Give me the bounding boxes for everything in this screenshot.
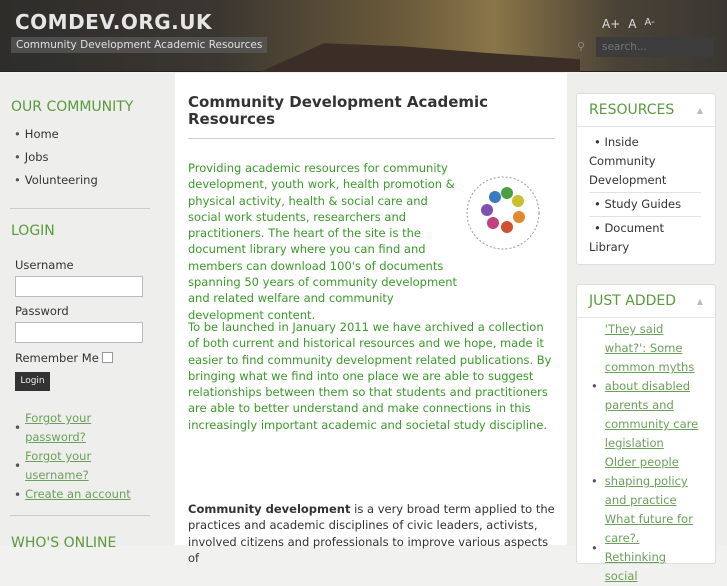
menu-item-home[interactable]: • Home xyxy=(14,127,98,150)
resources-module xyxy=(576,93,716,265)
menu-item-jobs[interactable]: • Jobs xyxy=(14,150,98,173)
page-title: Community Development Academic Resources xyxy=(188,93,489,128)
forgot-password-link[interactable]: Forgot your password? xyxy=(25,411,92,444)
username-input[interactable] xyxy=(15,276,143,297)
remember-me-label: Remember Me xyxy=(15,351,99,365)
search-icon: ⚲ xyxy=(577,40,586,53)
login-heading: LOGIN xyxy=(11,223,55,239)
our-community-heading: OUR COMMUNITY xyxy=(11,99,134,115)
main-content xyxy=(175,73,567,565)
collapse-icon: ▲ xyxy=(696,296,703,306)
header xyxy=(0,0,727,72)
community-menu xyxy=(14,127,98,196)
resource-link[interactable]: • Study Guides xyxy=(589,193,701,217)
site-title[interactable]: COMDEV.ORG.UK xyxy=(15,10,212,34)
resources-header[interactable]: RESOURCES ▲ xyxy=(577,94,715,127)
launch-paragraph: To be launched in January 2011 we have archived a collection of both current and historical resources and we hope, made it easier to find community development related publications. By bringing what we find into one place we are able to suggest relationships between them so that students and practitioners are able to better understand and make connections in this increasingly important academic and societal study discipline. xyxy=(188,320,552,432)
password-label: Password xyxy=(15,304,69,318)
forgot-username-link[interactable]: Forgot your username? xyxy=(25,449,92,482)
resource-link[interactable]: • Inside Community Development xyxy=(589,131,701,193)
just-added-item[interactable]: • Older people shaping policy and practice xyxy=(591,453,701,510)
login-links: • Forgot your password? • Forgot your username? • Create an account xyxy=(14,409,139,504)
create-account-link[interactable]: Create an account xyxy=(25,487,131,501)
tagline: Community Development Academic Resources xyxy=(11,37,267,53)
whos-online-heading: WHO'S ONLINE xyxy=(11,535,117,551)
login-button[interactable]: Login xyxy=(15,372,50,391)
right-sidebar xyxy=(567,73,727,583)
just-added-item[interactable]: • What future for care?. Rethinking social xyxy=(591,510,701,586)
font-decrease-button[interactable]: A- xyxy=(644,17,655,28)
intro-paragraph: Providing academic resources for community development, youth work, health promotion & physical activity, health & social care and social work students, researchers and practitioners. The heart of the site is the document library where you can find and members can download 100's of documents spanning 50 years of community development and related welfare and community development content. xyxy=(188,161,458,322)
left-sidebar xyxy=(0,73,175,551)
definition-paragraph: Community development is a very broad term applied to the practices and academic disciplines of civic leaders, activists, involved citizens and professionals to improve various aspects of xyxy=(188,502,555,565)
divider xyxy=(188,138,555,139)
font-reset-button[interactable]: A xyxy=(628,17,637,31)
username-label: Username xyxy=(15,258,74,272)
divider xyxy=(10,515,150,516)
remember-me-checkbox[interactable] xyxy=(102,352,113,363)
collapse-icon: ▲ xyxy=(696,105,703,115)
search-input[interactable] xyxy=(596,37,714,57)
just-added-header[interactable]: JUST ADDED ▲ xyxy=(577,285,715,318)
font-increase-button[interactable]: A+ xyxy=(602,17,621,31)
just-added-item[interactable]: • 'They said what?': Some common myths about disabled parents and community care legislation xyxy=(591,320,701,453)
community-logo xyxy=(455,167,551,259)
divider xyxy=(10,208,150,209)
font-size-controls xyxy=(602,17,655,31)
header-background xyxy=(260,40,580,72)
password-input[interactable] xyxy=(15,322,143,343)
resource-link[interactable]: • Document Library xyxy=(589,221,665,254)
just-added-module xyxy=(576,284,716,583)
menu-item-volunteering[interactable]: • Volunteering xyxy=(14,173,98,196)
